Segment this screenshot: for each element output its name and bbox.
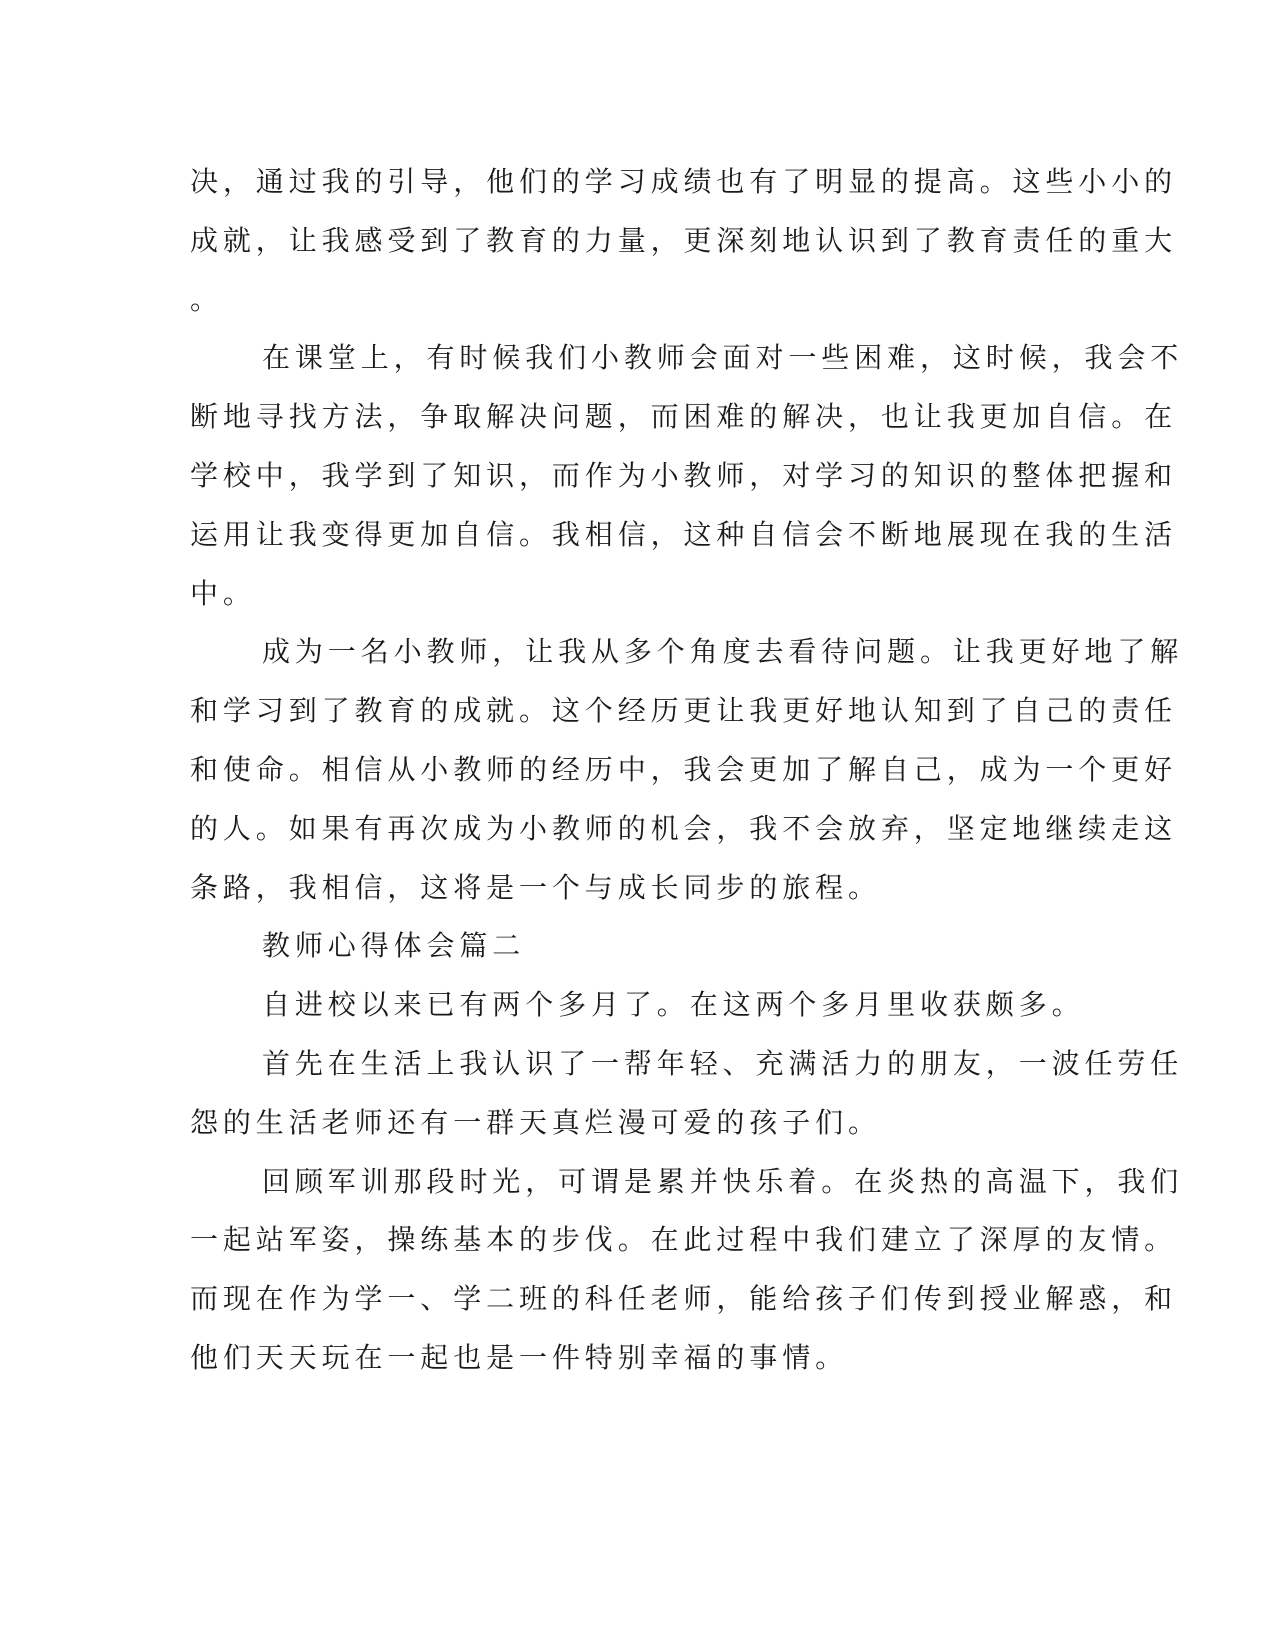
text-line: 他们天天玩在一起也是一件特别幸福的事情。 <box>190 1341 849 1374</box>
paragraph-first-line: 回顾军训那段时光，可谓是累并快乐着。在炎热的高温下，我们 <box>262 1165 1184 1198</box>
text-line: 运用让我变得更加自信。我相信，这种自信会不断地展现在我的生活 <box>190 518 1178 551</box>
paragraph-first-line: 成为一名小教师，让我从多个角度去看待问题。让我更好地了解 <box>262 635 1184 668</box>
paragraph-first-line: 在课堂上，有时候我们小教师会面对一些困难，这时候，我会不 <box>262 341 1184 374</box>
paragraph-first-line: 首先在生活上我认识了一帮年轻、充满活力的朋友，一波任劳任 <box>262 1047 1184 1080</box>
paragraph-first-line: 自进校以来已有两个多月了。在这两个多月里收获颇多。 <box>262 988 1085 1021</box>
text-line: 怨的生活老师还有一群天真烂漫可爱的孩子们。 <box>190 1106 881 1139</box>
text-line: 。 <box>190 283 223 316</box>
text-line: 一起站军姿，操练基本的步伐。在此过程中我们建立了深厚的友情。 <box>190 1223 1178 1256</box>
text-line: 学校中，我学到了知识，而作为小教师，对学习的知识的整体把握和 <box>190 459 1178 492</box>
text-line: 和学习到了教育的成就。这个经历更让我更好地认知到了自己的责任 <box>190 694 1178 727</box>
text-line: 的人。如果有再次成为小教师的机会，我不会放弃，坚定地继续走这 <box>190 812 1178 845</box>
text-line: 和使命。相信从小教师的经历中，我会更加了解自己，成为一个更好 <box>190 753 1178 786</box>
text-line: 成就，让我感受到了教育的力量，更深刻地认识到了教育责任的重大 <box>190 224 1178 257</box>
text-line: 条路，我相信，这将是一个与成长同步的旅程。 <box>190 871 881 904</box>
text-line: 断地寻找方法，争取解决问题，而困难的解决，也让我更加自信。在 <box>190 400 1178 433</box>
text-line: 中。 <box>190 577 256 610</box>
text-line: 决，通过我的引导，他们的学习成绩也有了明显的提高。这些小小的 <box>190 165 1178 198</box>
text-line: 而现在作为学一、学二班的科任老师，能给孩子们传到授业解惑，和 <box>190 1282 1178 1315</box>
section-heading: 教师心得体会篇二 <box>262 929 526 962</box>
